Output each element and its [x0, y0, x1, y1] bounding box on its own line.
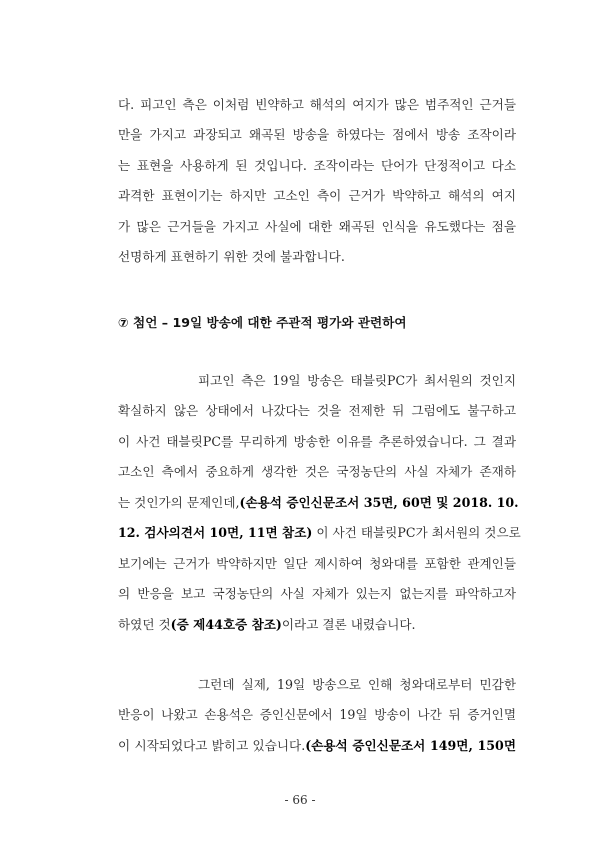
paragraph-line: 피고인 측은 19일 방송은 태블릿PC가 최서원의 것인지	[198, 373, 516, 388]
citation-bold: (증 제44호증 참조)	[170, 617, 282, 632]
paragraph-line	[118, 616, 516, 634]
citation-bold: (손용석 증인신문조서 35면, 60면 및 2018. 10.	[239, 495, 519, 510]
paragraph-line: 선명하게 표현하기 위한 것에 불과합니다.	[118, 249, 345, 264]
line-text: 이라고 결론 내렸습니다.	[281, 617, 416, 632]
paragraph-line: 과격한 표현이기는 하지만 고소인 측이 근거가 박약하고 해석의 여지	[118, 188, 516, 203]
line-text: 이 사건 태블릿PC가 최서원의 것으로	[312, 525, 521, 540]
paragraph-line: 의 반응을 보고 국정농단의 사실 자체가 있는지 없는지를 파악하고자	[118, 586, 516, 601]
paragraph-line: 이 사건 태블릿PC를 무리하게 방송한 이유를 추론하였습니다. 그 결과	[118, 434, 516, 449]
line-text: 하였던 것	[118, 617, 171, 632]
paragraph-line: 그런데 실제, 19일 방송으로 인해 청와대로부터 민감한	[198, 677, 516, 692]
paragraph-line: 확실하지 않은 상태에서 나갔다는 것을 전제한 뒤 그럼에도 불구하고	[118, 403, 516, 418]
line-text: 는 것인가의 문제인데,	[118, 495, 240, 510]
citation-bold: 12. 검사의견서 10면, 11면 참조)	[118, 525, 313, 540]
paragraph-line: 는 표현을 사용하게 된 것입니다. 조작이라는 단어가 단정적이고 다소	[118, 158, 516, 173]
paragraph-line: 가 많은 근거들을 가지고 사실에 대한 왜곡된 인식을 유도했다는 점을	[118, 219, 516, 234]
paragraph-line	[118, 737, 516, 755]
paragraph-line: 반응이 나왔고 손용석은 증인신문에서 19일 방송이 나간 뒤 증거인멸	[118, 707, 516, 722]
paragraph-line: 보기에는 근거가 박약하지만 일단 제시하여 청와대를 포함한 관계인들	[118, 556, 516, 571]
paragraph-line	[118, 524, 521, 542]
paragraph-line: 고소인 측에서 중요하게 생각한 것은 국정농단의 사실 자체가 존재하	[118, 464, 516, 479]
paragraph-line: 만을 가지고 과장되고 왜곡된 방송을 하였다는 점에서 방송 조작이라	[118, 127, 516, 142]
paragraph-line	[118, 494, 519, 512]
line-text: 이 시작되었다고 밝히고 있습니다.	[118, 738, 306, 753]
section-heading: ⑦ 첨언 – 19일 방송에 대한 주관적 평가와 관련하여	[118, 315, 407, 330]
paragraph-line: 다. 피고인 측은 이처럼 빈약하고 해석의 여지가 많은 범주적인 근거들	[118, 97, 516, 112]
page-number: - 66 -	[284, 793, 316, 807]
citation-bold: (손용석 증인신문조서 149면, 150면	[305, 738, 516, 753]
